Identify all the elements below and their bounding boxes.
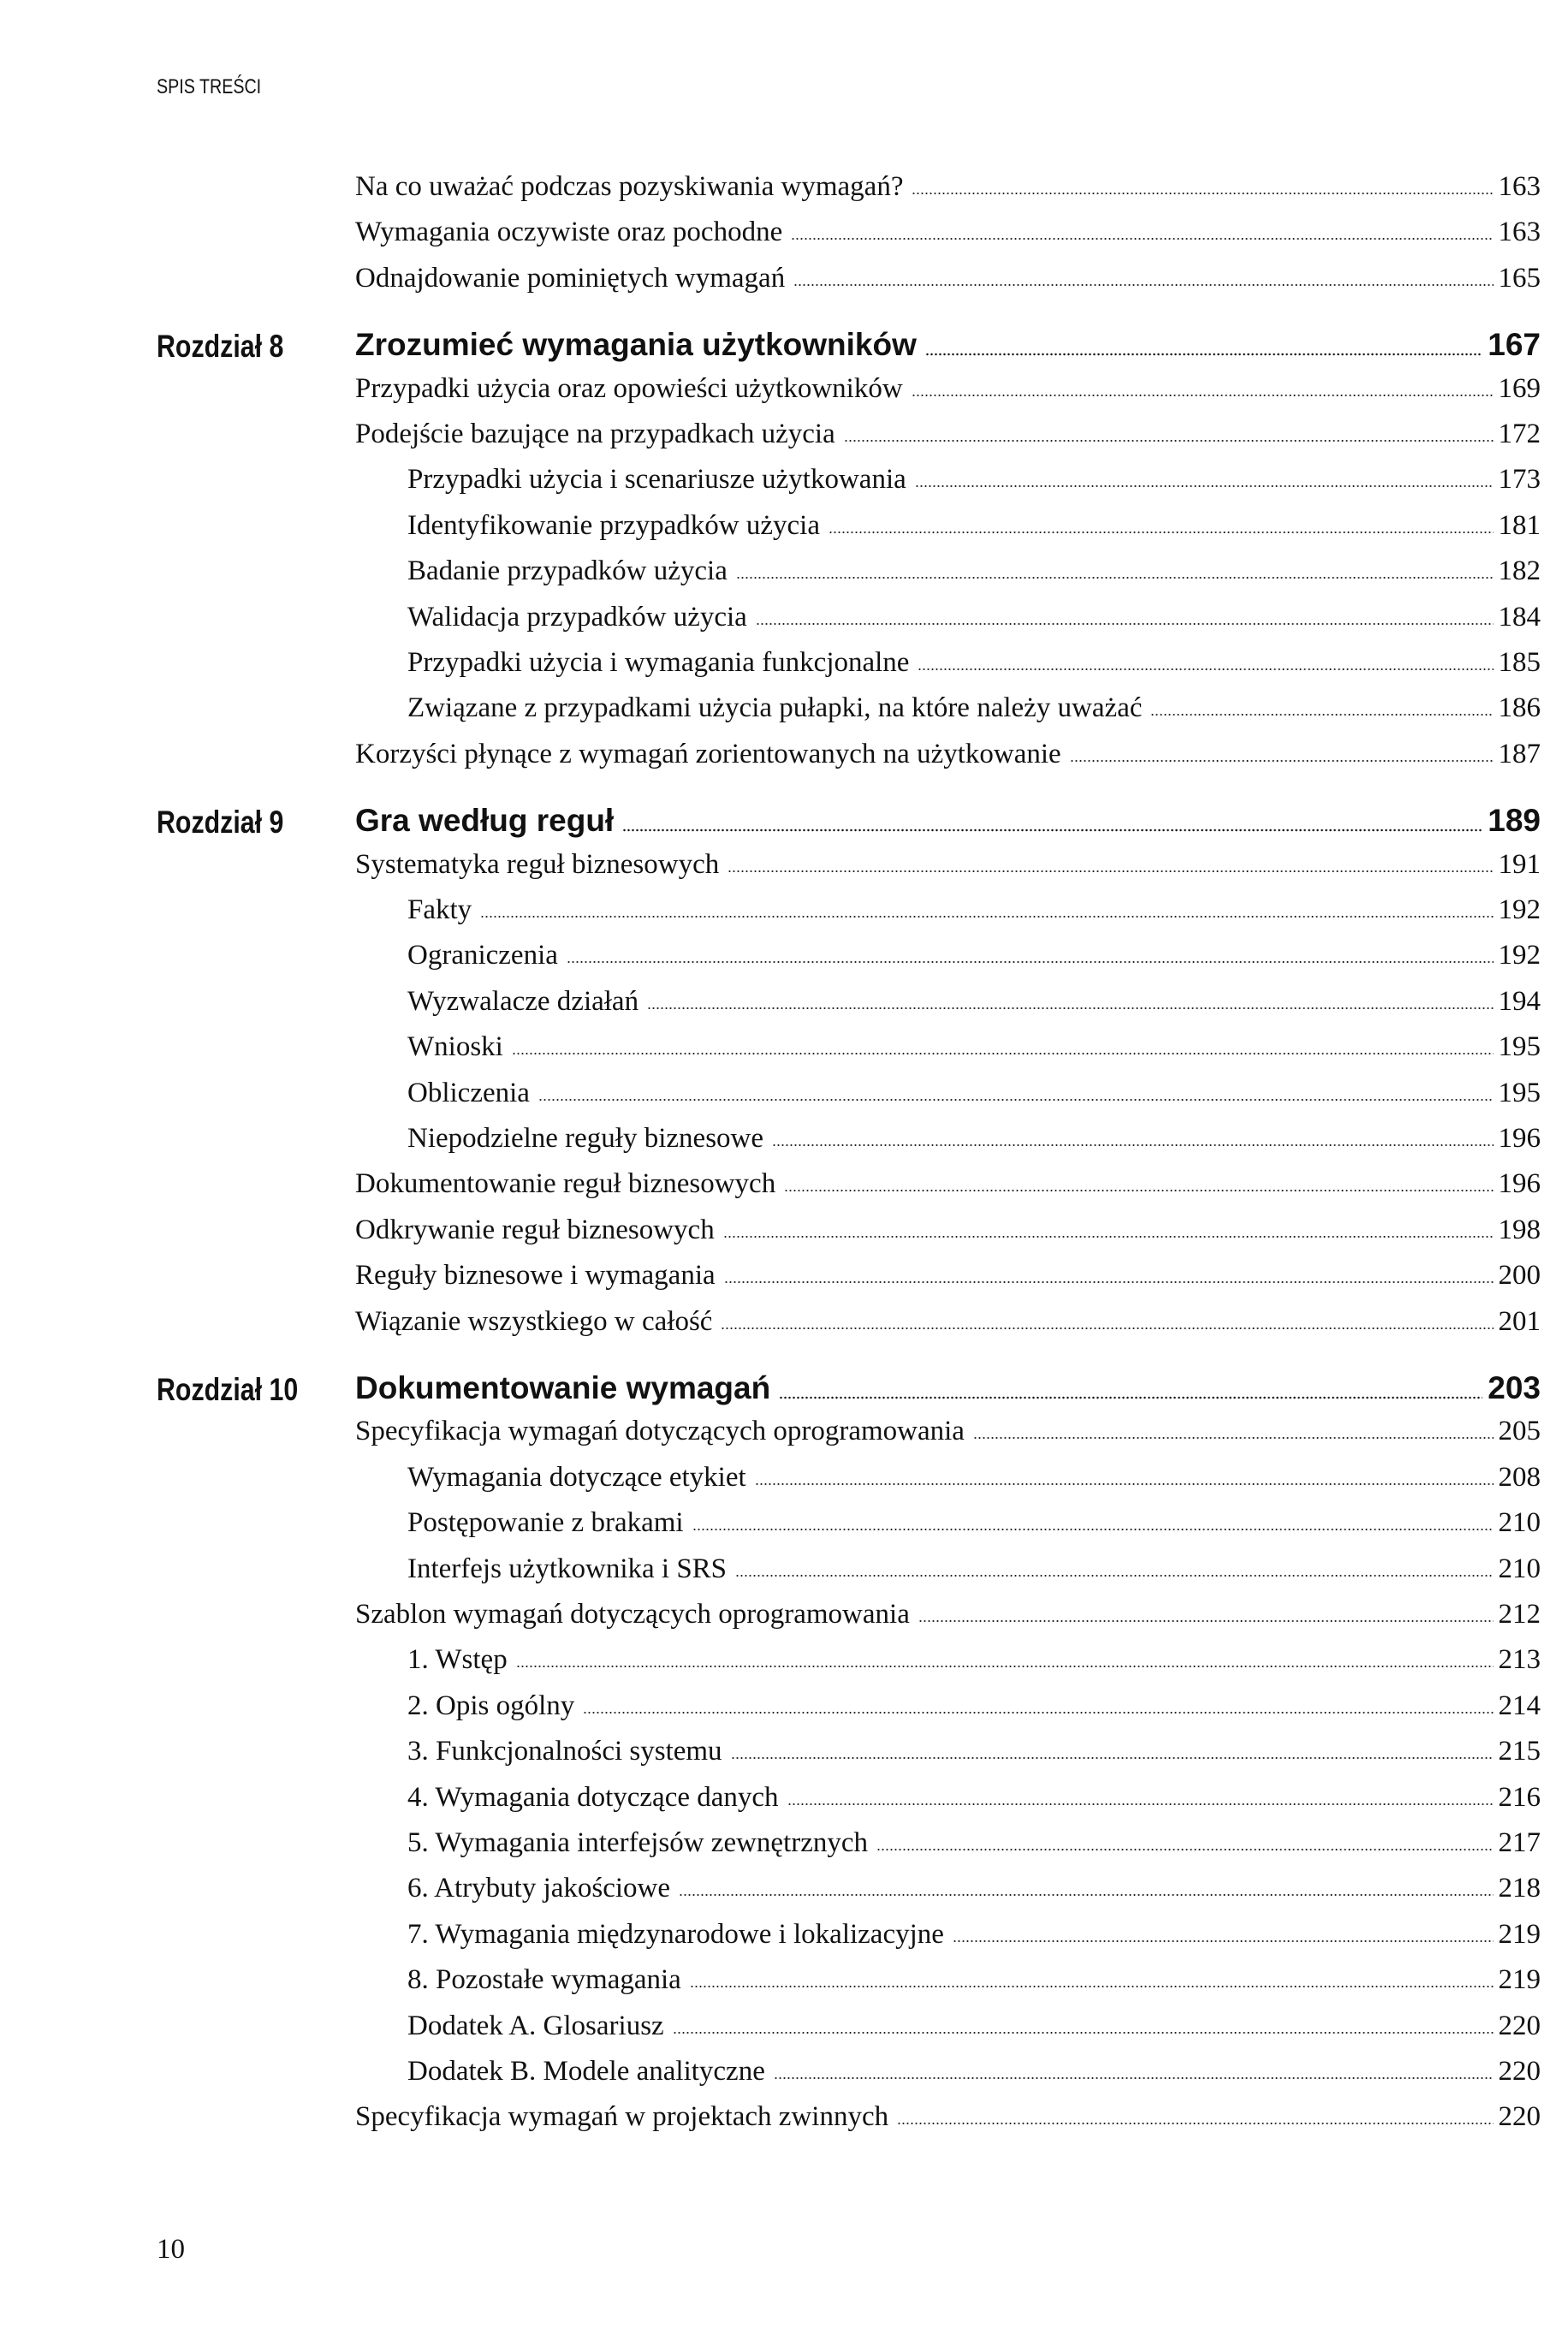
entry-page-number: 210 xyxy=(1498,1553,1541,1584)
toc-entry[interactable] xyxy=(407,692,1541,724)
entry-title: Odkrywanie reguł biznesowych xyxy=(355,1215,715,1245)
entry-page-number: 186 xyxy=(1498,692,1541,723)
dot-leader xyxy=(736,576,1494,579)
entry-page-number: 191 xyxy=(1498,849,1541,880)
dot-leader xyxy=(755,1482,1494,1486)
dot-leader xyxy=(844,439,1494,442)
chapter-entry[interactable] xyxy=(355,327,1541,363)
toc-entry[interactable] xyxy=(355,739,1541,770)
entry-page-number: 220 xyxy=(1498,2056,1541,2087)
toc-entry[interactable] xyxy=(407,1782,1541,1814)
toc-row xyxy=(0,1644,1568,1690)
entry-title: 4. Wymagania dotyczące danych xyxy=(407,1782,779,1813)
chapter-label: Rozdział 8 xyxy=(157,329,284,364)
toc-row xyxy=(0,1078,1568,1124)
dot-leader xyxy=(480,915,1493,918)
toc-row xyxy=(0,373,1568,419)
dot-leader xyxy=(784,1189,1493,1192)
toc-entry[interactable] xyxy=(407,647,1541,679)
entry-page-number: 167 xyxy=(1488,327,1541,362)
entry-title: 1. Wstęp xyxy=(407,1644,508,1675)
entry-page-number: 213 xyxy=(1498,1644,1541,1675)
entry-title: Gra według reguł xyxy=(355,803,615,838)
toc-entry[interactable] xyxy=(407,1462,1541,1494)
dot-leader xyxy=(721,1327,1493,1330)
entry-title: Związane z przypadkami użycia pułapki, na które należy uważać xyxy=(407,692,1143,723)
entry-page-number: 169 xyxy=(1498,373,1541,404)
toc-row xyxy=(0,171,1568,217)
entry-page-number: 173 xyxy=(1498,464,1541,495)
entry-page-number: 187 xyxy=(1498,739,1541,769)
entry-page-number: 195 xyxy=(1498,1031,1541,1062)
entry-page-number: 214 xyxy=(1498,1690,1541,1721)
toc-row xyxy=(0,647,1568,693)
toc-row xyxy=(0,1599,1568,1645)
toc-entry[interactable] xyxy=(407,986,1541,1018)
dot-leader xyxy=(772,1143,1493,1147)
toc-entry[interactable] xyxy=(355,373,1541,405)
entry-page-number: 194 xyxy=(1498,986,1541,1017)
entry-page-number: 196 xyxy=(1498,1123,1541,1154)
dot-leader xyxy=(567,960,1494,964)
toc-entry[interactable] xyxy=(407,1123,1541,1155)
entry-title: Specyfikacja wymagań dotyczących oprogramowania xyxy=(355,1416,965,1446)
dot-leader xyxy=(756,622,1494,626)
entry-page-number: 219 xyxy=(1498,1964,1541,1995)
entry-title: Przypadki użycia i scenariusze użytkowania xyxy=(407,464,906,495)
dot-leader xyxy=(779,1396,1482,1399)
toc-entry[interactable] xyxy=(355,419,1541,450)
entry-title: Na co uważać podczas pozyskiwania wymagań? xyxy=(355,171,904,202)
toc-entry[interactable] xyxy=(407,1553,1541,1585)
toc-row xyxy=(0,1123,1568,1169)
entry-page-number: 185 xyxy=(1498,647,1541,678)
entry-page-number: 201 xyxy=(1498,1306,1541,1337)
dot-leader xyxy=(918,668,1493,671)
entry-page-number: 181 xyxy=(1498,510,1541,541)
toc-row xyxy=(0,2010,1568,2057)
dot-leader xyxy=(1070,759,1494,763)
entry-title: Specyfikacja wymagań w projektach zwinnych xyxy=(355,2101,889,2132)
toc-entry[interactable] xyxy=(407,940,1541,971)
dot-leader xyxy=(735,1574,1493,1577)
entry-page-number: 184 xyxy=(1498,602,1541,633)
dot-leader xyxy=(793,283,1493,287)
toc-row xyxy=(0,217,1568,263)
entry-page-number: 208 xyxy=(1498,1462,1541,1493)
page-number: 10 xyxy=(157,2234,185,2265)
dot-leader xyxy=(787,1803,1494,1806)
entry-title: Niepodzielne reguły biznesowe xyxy=(407,1123,764,1154)
entry-title: Odnajdowanie pominiętych wymagań xyxy=(355,263,786,294)
toc-entry[interactable] xyxy=(407,2010,1541,2042)
toc-entry[interactable] xyxy=(355,263,1541,294)
running-head: SPIS TREŚCI xyxy=(157,75,262,98)
toc-row xyxy=(0,1827,1568,1874)
entry-title: Wymagania dotyczące etykiet xyxy=(407,1462,746,1493)
entry-title: Podejście bazujące na przypadkach użycia xyxy=(355,419,835,449)
toc-row xyxy=(0,1031,1568,1078)
entry-page-number: 195 xyxy=(1498,1078,1541,1108)
toc-entry[interactable] xyxy=(407,1690,1541,1722)
entry-title: Interfejs użytkownika i SRS xyxy=(407,1553,728,1584)
toc-chapter-row xyxy=(0,327,1568,373)
dot-leader xyxy=(912,192,1493,195)
entry-title: Walidacja przypadków użycia xyxy=(407,602,747,633)
toc-entry[interactable] xyxy=(407,1507,1541,1539)
dot-leader xyxy=(925,353,1482,356)
dot-leader xyxy=(912,394,1494,397)
toc-row xyxy=(0,419,1568,465)
toc-row xyxy=(0,940,1568,986)
toc-entry[interactable] xyxy=(355,1306,1541,1338)
toc-row xyxy=(0,555,1568,602)
toc-row xyxy=(0,2056,1568,2102)
toc-entry[interactable] xyxy=(355,1416,1541,1447)
toc-entry[interactable] xyxy=(407,1736,1541,1767)
toc-entry[interactable] xyxy=(407,894,1541,926)
entry-page-number: 196 xyxy=(1498,1168,1541,1199)
entry-title: Przypadki użycia oraz opowieści użytkowników xyxy=(355,373,903,404)
dot-leader xyxy=(724,1280,1494,1284)
entry-title: Badanie przypadków użycia xyxy=(407,555,728,586)
entry-page-number: 212 xyxy=(1498,1599,1541,1630)
toc-row xyxy=(0,1690,1568,1737)
entry-title: 5. Wymagania interfejsów zewnętrznych xyxy=(407,1827,869,1858)
entry-page-number: 203 xyxy=(1488,1370,1541,1405)
dot-leader xyxy=(723,1235,1494,1238)
dot-leader xyxy=(829,531,1494,534)
entry-title: Dokumentowanie reguł biznesowych xyxy=(355,1168,776,1199)
toc-row xyxy=(0,692,1568,739)
entry-title: Korzyści płynące z wymagań zorientowanych na użytkowanie xyxy=(355,739,1061,769)
toc-entry[interactable] xyxy=(407,1644,1541,1676)
dot-leader xyxy=(728,870,1493,873)
entry-title: Dodatek B. Modele analityczne xyxy=(407,2056,765,2087)
entry-page-number: 163 xyxy=(1498,171,1541,202)
entry-title: Zrozumieć wymagania użytkowników xyxy=(355,327,917,362)
toc-row xyxy=(0,1416,1568,1462)
toc-entry[interactable] xyxy=(407,464,1541,496)
entry-title: Fakty xyxy=(407,894,472,925)
dot-leader xyxy=(953,1939,1494,1943)
entry-title: Postępowanie z brakami xyxy=(407,1507,684,1538)
entry-title: Wiązanie wszystkiego w całość xyxy=(355,1306,713,1337)
dot-leader xyxy=(647,1007,1493,1010)
toc-row xyxy=(0,1873,1568,1919)
dot-leader xyxy=(512,1052,1494,1055)
entry-page-number: 198 xyxy=(1498,1215,1541,1245)
toc-row xyxy=(0,739,1568,785)
toc-row xyxy=(0,263,1568,309)
toc-entry[interactable] xyxy=(407,1078,1541,1109)
entry-page-number: 210 xyxy=(1498,1507,1541,1538)
entry-title: Wyzwalacze działań xyxy=(407,986,639,1017)
entry-page-number: 219 xyxy=(1498,1919,1541,1950)
entry-page-number: 172 xyxy=(1498,419,1541,449)
toc-entry[interactable] xyxy=(355,1215,1541,1246)
entry-title: Systematyka reguł biznesowych xyxy=(355,849,720,880)
entry-page-number: 217 xyxy=(1498,1827,1541,1858)
entry-page-number: 189 xyxy=(1488,803,1541,838)
toc-row xyxy=(0,1964,1568,2010)
dot-leader xyxy=(973,1436,1494,1440)
entry-title: Reguły biznesowe i wymagania xyxy=(355,1260,716,1291)
dot-leader xyxy=(516,1665,1494,1668)
entry-page-number: 205 xyxy=(1498,1416,1541,1446)
entry-page-number: 182 xyxy=(1498,555,1541,586)
dot-leader xyxy=(876,1848,1493,1851)
toc-row xyxy=(0,464,1568,510)
entry-page-number: 220 xyxy=(1498,2101,1541,2132)
dot-leader xyxy=(731,1756,1494,1760)
entry-title: 7. Wymagania międzynarodowe i lokalizacyjne xyxy=(407,1919,944,1950)
dot-leader xyxy=(692,1528,1494,1531)
toc-row xyxy=(0,1782,1568,1828)
dot-leader xyxy=(622,829,1482,832)
entry-title: Dokumentowanie wymagań xyxy=(355,1370,771,1405)
toc-row xyxy=(0,986,1568,1032)
entry-title: Szablon wymagań dotyczących oprogramowania xyxy=(355,1599,910,1630)
entry-title: Wnioski xyxy=(407,1031,503,1062)
entry-title: 6. Atrybuty jakościowe xyxy=(407,1873,671,1904)
toc-row xyxy=(0,1260,1568,1306)
toc-row xyxy=(0,1306,1568,1352)
toc-row xyxy=(0,1168,1568,1215)
toc-row xyxy=(0,1736,1568,1782)
toc-row xyxy=(0,849,1568,895)
entry-title: Identyfikowanie przypadków użycia xyxy=(407,510,820,541)
chapter-entry[interactable] xyxy=(355,803,1541,839)
toc-entry[interactable] xyxy=(355,1168,1541,1200)
entry-page-number: 220 xyxy=(1498,2010,1541,2041)
dot-leader xyxy=(690,1985,1494,1988)
entry-title: Ograniczenia xyxy=(407,940,558,971)
dot-leader xyxy=(774,2076,1494,2080)
dot-leader xyxy=(1150,713,1493,716)
toc-entry[interactable] xyxy=(355,171,1541,203)
dot-leader xyxy=(679,1893,1493,1897)
toc-entry[interactable] xyxy=(355,2101,1541,2133)
entry-title: Przypadki użycia i wymagania funkcjonalne xyxy=(407,647,910,678)
toc-row xyxy=(0,1919,1568,1965)
entry-title: 8. Pozostałe wymagania xyxy=(407,1964,681,1995)
entry-page-number: 163 xyxy=(1498,217,1541,247)
dot-leader xyxy=(915,484,1494,488)
toc-row xyxy=(0,1462,1568,1508)
toc-row xyxy=(0,602,1568,648)
dot-leader xyxy=(918,1619,1494,1623)
toc-entry[interactable] xyxy=(355,849,1541,881)
toc-row xyxy=(0,2101,1568,2147)
toc-row xyxy=(0,510,1568,556)
entry-page-number: 192 xyxy=(1498,940,1541,971)
toc-row xyxy=(0,1507,1568,1553)
toc-entry[interactable] xyxy=(407,602,1541,633)
entry-page-number: 165 xyxy=(1498,263,1541,294)
chapter-label: Rozdział 9 xyxy=(157,805,284,840)
entry-page-number: 192 xyxy=(1498,894,1541,925)
dot-leader xyxy=(538,1098,1494,1102)
toc-chapter-row xyxy=(0,1370,1568,1417)
dot-leader xyxy=(791,237,1493,241)
entry-page-number: 218 xyxy=(1498,1873,1541,1904)
toc-entry[interactable] xyxy=(407,510,1541,542)
toc-entry[interactable] xyxy=(407,2056,1541,2088)
toc-entry[interactable] xyxy=(355,217,1541,248)
entry-title: 3. Funkcjonalności systemu xyxy=(407,1736,722,1767)
toc-entry[interactable] xyxy=(407,1031,1541,1063)
toc-entry[interactable] xyxy=(407,1873,1541,1904)
dot-leader xyxy=(673,2031,1494,2034)
entry-page-number: 215 xyxy=(1498,1736,1541,1767)
entry-page-number: 200 xyxy=(1498,1260,1541,1291)
chapter-entry[interactable] xyxy=(355,1370,1541,1406)
toc-chapter-row xyxy=(0,803,1568,849)
toc-row xyxy=(0,1215,1568,1261)
toc-entry[interactable] xyxy=(407,1919,1541,1951)
toc-entry[interactable] xyxy=(407,555,1541,587)
toc-row xyxy=(0,1553,1568,1600)
entry-title: Obliczenia xyxy=(407,1078,530,1108)
chapter-label: Rozdział 10 xyxy=(157,1372,299,1407)
toc-entry[interactable] xyxy=(407,1827,1541,1859)
dot-leader xyxy=(583,1711,1493,1714)
toc-row xyxy=(0,894,1568,941)
dot-leader xyxy=(897,2122,1493,2125)
entry-title: 2. Opis ogólny xyxy=(407,1690,575,1721)
entry-title: Dodatek A. Glosariusz xyxy=(407,2010,664,2041)
entry-page-number: 216 xyxy=(1498,1782,1541,1813)
toc-entry[interactable] xyxy=(355,1599,1541,1630)
entry-title: Wymagania oczywiste oraz pochodne xyxy=(355,217,783,247)
toc-entry[interactable] xyxy=(355,1260,1541,1292)
toc-entry[interactable] xyxy=(407,1964,1541,1996)
